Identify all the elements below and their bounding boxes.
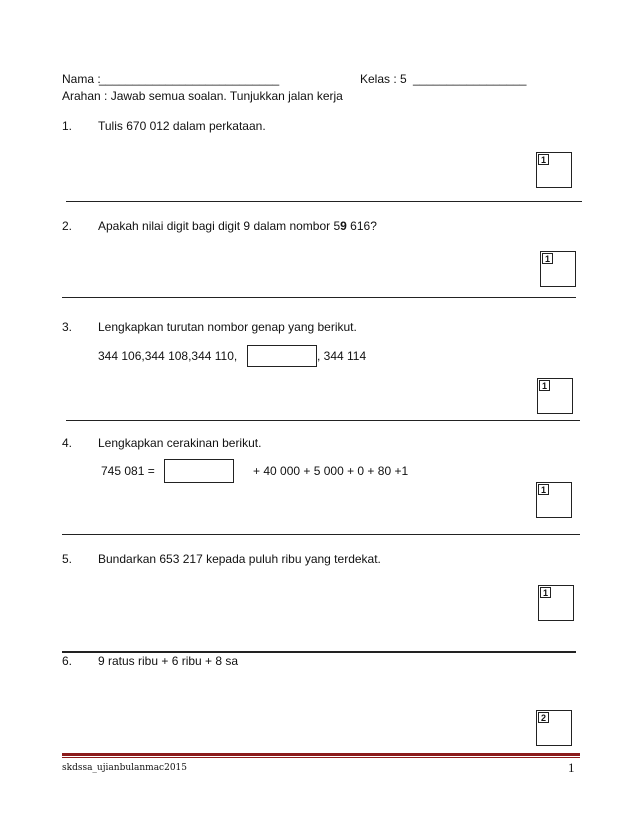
marks-label: 2 bbox=[538, 712, 549, 723]
question-text bbox=[98, 219, 377, 233]
instruction-text: Arahan : Jawab semua soalan. Tunjukkan jalan kerja bbox=[62, 89, 343, 103]
question-text-before: Apakah nilai digit bagi digit 9 dalam nombor 5 bbox=[98, 219, 341, 233]
sequence-right: , 344 114 bbox=[317, 349, 367, 363]
question-number: 4. bbox=[62, 436, 73, 450]
highlighted-digit: 9 bbox=[340, 219, 347, 233]
name-label: Nama : bbox=[62, 72, 101, 86]
answer-box[interactable] bbox=[536, 710, 572, 746]
marks-label: 1 bbox=[538, 484, 549, 495]
equation-left: 745 081 = bbox=[101, 464, 155, 478]
decomposition-answer-box[interactable] bbox=[164, 459, 234, 483]
question-number: 3. bbox=[62, 320, 73, 334]
answer-box[interactable] bbox=[537, 378, 573, 414]
divider-line bbox=[62, 651, 576, 653]
question-text: Lengkapkan turutan nombor genap yang berikut. bbox=[98, 320, 357, 334]
footer-rule bbox=[62, 753, 580, 756]
marks-label: 1 bbox=[542, 253, 553, 264]
marks-label: 1 bbox=[538, 154, 549, 165]
footer-rule-thin bbox=[62, 757, 580, 758]
equation-right: + 40 000 + 5 000 + 0 + 80 +1 bbox=[253, 464, 409, 478]
question-number: 5. bbox=[62, 552, 73, 566]
question-text: Lengkapkan cerakinan berikut. bbox=[98, 436, 262, 450]
answer-box[interactable] bbox=[538, 585, 574, 621]
question-number: 2. bbox=[62, 219, 73, 233]
divider-line bbox=[66, 420, 580, 421]
marks-label: 1 bbox=[540, 587, 551, 598]
question-number: 1. bbox=[62, 119, 73, 133]
question-text: Tulis 670 012 dalam perkataan. bbox=[98, 119, 266, 133]
page-number: 1 bbox=[568, 760, 575, 775]
sequence-left: 344 106,344 108,344 110, bbox=[98, 349, 238, 363]
footer-document-name: skdssa_ujianbulanmac2015 bbox=[62, 763, 188, 773]
answer-box[interactable] bbox=[536, 482, 572, 518]
divider-line bbox=[62, 534, 580, 535]
question-number: 6. bbox=[62, 654, 73, 668]
question-text-after: 616? bbox=[346, 219, 377, 233]
marks-label: 1 bbox=[539, 380, 550, 391]
question-text: 9 ratus ribu + 6 ribu + 8 sa bbox=[98, 654, 239, 668]
sequence-answer-box[interactable] bbox=[247, 345, 317, 367]
question-text: Bundarkan 653 217 kepada puluh ribu yang terdekat. bbox=[98, 552, 381, 566]
name-blank[interactable]: ___________________________ bbox=[99, 72, 280, 86]
answer-box[interactable] bbox=[536, 152, 572, 188]
answer-box[interactable] bbox=[540, 251, 576, 287]
divider-line bbox=[62, 297, 576, 298]
class-label: Kelas : 5 bbox=[360, 72, 407, 86]
divider-line bbox=[66, 201, 582, 202]
class-blank[interactable]: _________________ bbox=[413, 72, 527, 86]
